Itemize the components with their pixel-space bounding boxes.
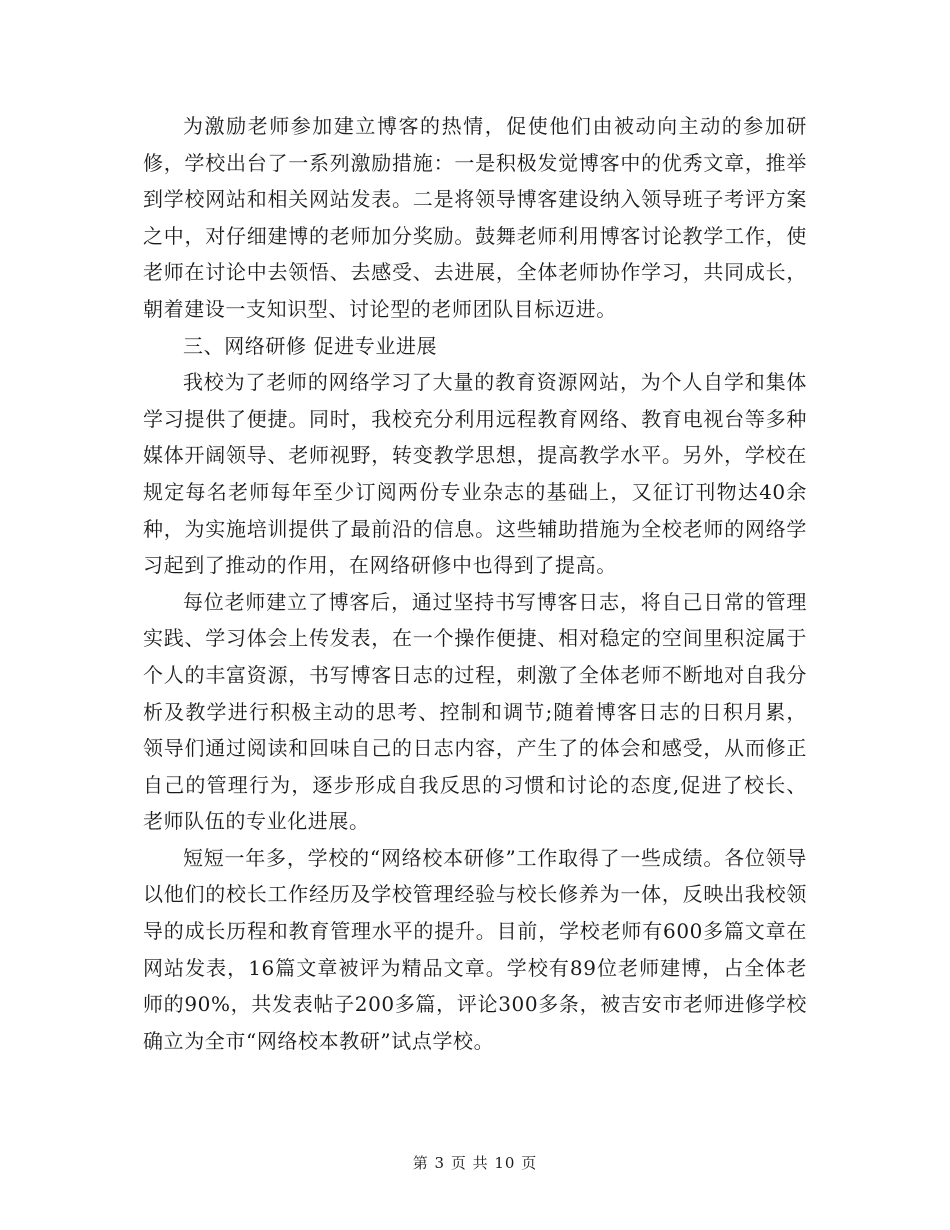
paragraph-achievements: 短短一年多，学校的“网络校本研修”工作取得了一些成绩。各位领导以他们的校长工作经历及学校管理经验与校长修养为一体，反映出我校领导的成长历程和教育管理水平的提升。目前，学校老师有600多篇文章在网站发表，16篇文章被评为精品文章。学校有89位老师建博，占全体老师的90%，共发表帖子200多篇，评论300多条，被吉安市老师进修学校确立为全市“网络校本教研”试点学校。 [143, 845, 807, 1053]
page-footer [0, 1152, 950, 1173]
paragraph-resources: 我校为了老师的网络学习了大量的教育资源网站，为个人自学和集体学习提供了便捷。同时，我校充分利用远程教育网络、教育电视台等多种媒体开阔领导、老师视野，转变教学思想，提高教学水平。另外，学校在规定每名老师每年至少订阅两份专业杂志的基础上，又征订刊物达40余种，为实施培训提供了最前沿的信息。这些辅助措施为全校老师的网络学习起到了推动的作用，在网络研修中也得到了提高。 [143, 370, 807, 578]
footer-prefix: 第 [412, 1154, 429, 1172]
footer-middle: 页 共 [450, 1154, 489, 1172]
footer-current-page: 3 [434, 1154, 446, 1172]
footer-suffix: 页 [521, 1154, 538, 1172]
footer-total-pages: 10 [494, 1154, 516, 1172]
document-body [143, 108, 807, 1059]
section-heading: 三、网络研修 促进专业进展 [183, 333, 438, 358]
paragraph-blog-logs: 每位老师建立了博客后，通过坚持书写博客日志，将自己日常的管理实践、学习体会上传发表，在一个操作便捷、相对稳定的空间里积淀属于个人的丰富资源，书写博客日志的过程，刺激了全体老师不断地对自我分析及教学进行积极主动的思考、控制和调节;随着博客日志的日积月累，领导们通过阅读和回味自己的日志内容，产生了的体会和感受，从而修正自己的管理行为，逐步形成自我反思的习惯和讨论的态度,促进了校长、老师队伍的专业化进展。 [143, 589, 807, 834]
paragraph-incentives: 为激励老师参加建立博客的热情，促使他们由被动向主动的参加研修，学校出台了一系列激励措施：一是积极发觉博客中的优秀文章，推举到学校网站和相关网站发表。二是将领导博客建设纳入领导班子考评方案之中，对仔细建博的老师加分奖励。鼓舞老师利用博客讨论教学工作，使老师在讨论中去领悟、去感受、去进展，全体老师协作学习，共同成长，朝着建设一支知识型、讨论型的老师团队目标迈进。 [143, 114, 807, 321]
